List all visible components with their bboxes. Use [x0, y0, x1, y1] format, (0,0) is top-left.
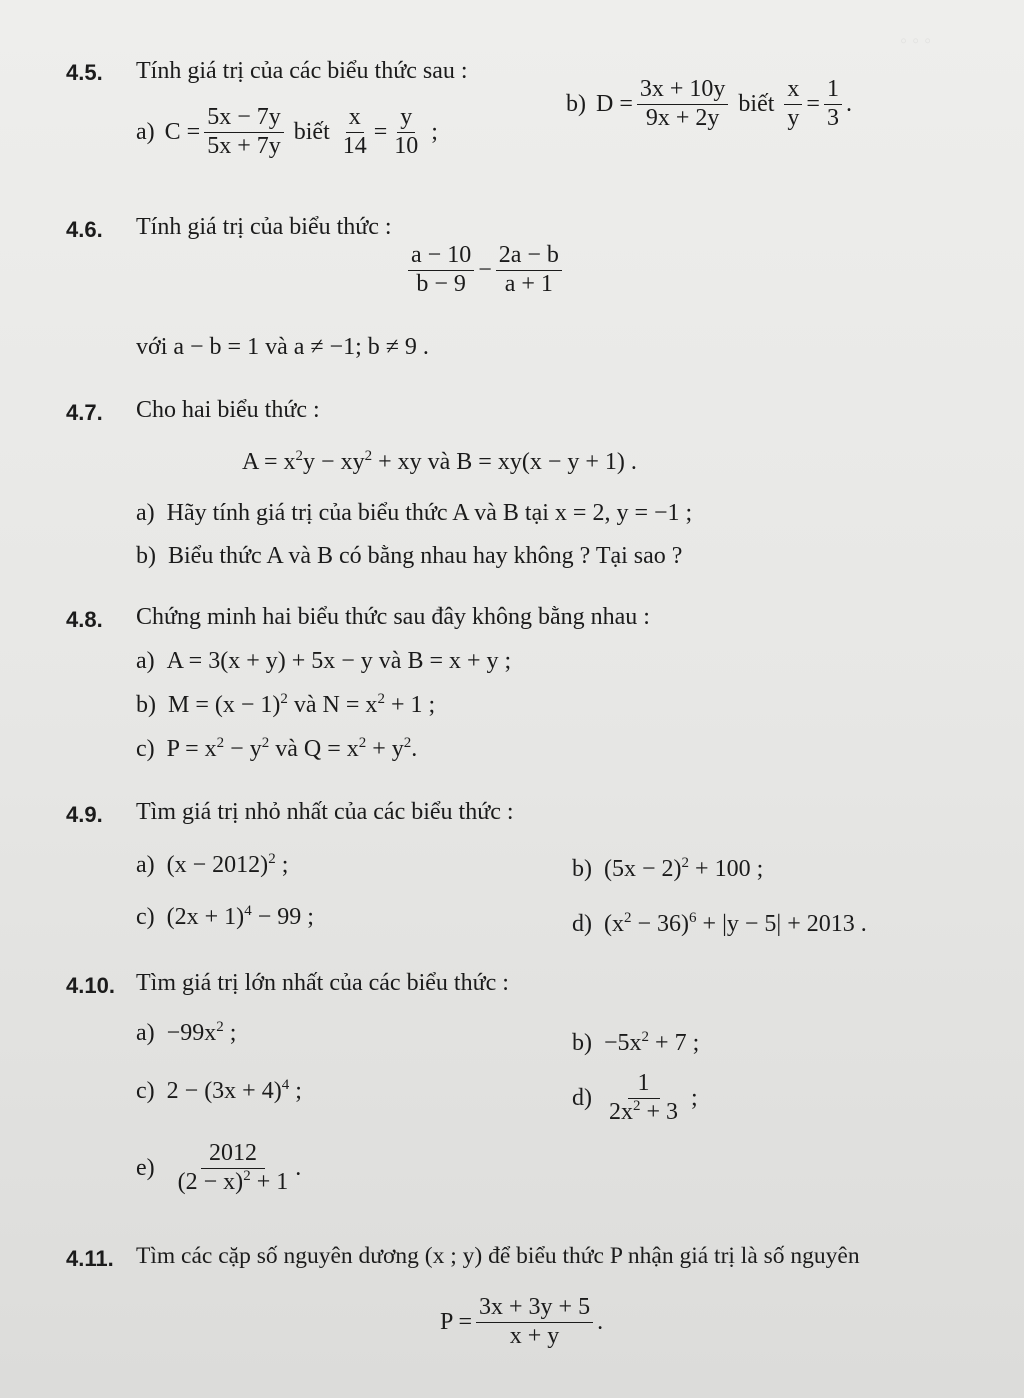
problem-4-10-title: Tìm giá trị lớn nhất của các biểu thức :: [136, 970, 509, 996]
fraction-numerator: 2a − b: [496, 242, 562, 271]
problem-number-4-11: 4.11.: [66, 1246, 114, 1271]
exponent: 2: [268, 851, 276, 867]
punctuation: .: [845, 90, 852, 117]
fraction-denominator: b − 9: [416, 270, 466, 297]
problem-4-7-expressions: [242, 449, 637, 476]
expr-part: (x: [604, 911, 624, 937]
part-label: b): [566, 90, 586, 117]
punctuation: ;: [691, 1084, 698, 1111]
exponent: 2: [624, 910, 632, 926]
part-text: Hãy tính giá trị của biểu thức A và B tại x = 2, y = −1 ;: [166, 500, 693, 526]
fraction-numerator: 5x − 7y: [204, 104, 284, 133]
condition-word: biết: [293, 118, 330, 145]
condition-fraction-1: [784, 76, 802, 132]
problem-4-9-part-b: [572, 856, 763, 883]
expr-part: ;: [223, 1020, 237, 1046]
problem-4-11-expression: [440, 1294, 603, 1350]
exponent: 2: [280, 691, 288, 707]
expr-part: + |y − 5| + 2013 .: [696, 911, 867, 937]
fraction-e: [175, 1140, 292, 1196]
problem-4-8-part-a: [136, 648, 511, 675]
expr-part: + xy và B = xy(x − y + 1) .: [372, 449, 637, 475]
expr-part: .: [411, 736, 418, 762]
problem-number-4-9: 4.9.: [66, 802, 103, 827]
part-label: c): [136, 736, 155, 762]
part-label: b): [572, 1030, 592, 1056]
exponent: 2: [641, 1029, 650, 1045]
fraction-numerator: x: [784, 76, 802, 105]
problem-4-7-part-b: [136, 543, 682, 570]
part-label: b): [136, 692, 156, 718]
part-label: b): [136, 543, 156, 569]
exponent: 2: [216, 1019, 224, 1035]
problem-4-8-title: Chứng minh hai biểu thức sau đây không bằng nhau :: [136, 604, 650, 630]
minus-sign: −: [478, 256, 492, 283]
fraction-denominator: 14: [342, 132, 367, 159]
exponent: 2: [403, 735, 412, 751]
exponent: 4: [281, 1077, 290, 1093]
problem-4-7-part-a: [136, 500, 692, 527]
problem-4-5-part-b: [566, 76, 852, 132]
exponent: 2: [243, 1167, 251, 1184]
problem-4-9-part-a: [136, 852, 288, 879]
problem-4-8-part-c: [136, 736, 417, 763]
part-label: e): [136, 1154, 155, 1181]
exponent: 2: [364, 448, 373, 464]
punctuation: .: [597, 1308, 604, 1335]
exponent: 2: [261, 735, 270, 751]
exponent: 2: [377, 691, 385, 707]
part-label: a): [136, 648, 155, 674]
problem-4-10-part-b: [572, 1030, 699, 1057]
part-label: a): [136, 500, 155, 526]
problem-4-10-part-a: [136, 1020, 236, 1047]
equals-sign: =: [373, 118, 388, 145]
fraction-numerator: 2012: [201, 1140, 265, 1169]
fraction-P: [476, 1294, 593, 1350]
part-text: Biểu thức A và B có bằng nhau hay không ? Tại sao ?: [168, 543, 683, 569]
problem-4-10-part-c: [136, 1078, 302, 1105]
fraction-D: [637, 76, 729, 132]
problem-number-4-6: 4.6.: [66, 217, 103, 242]
expr-part: M = (x − 1): [168, 692, 281, 718]
expr-part: và N = x: [287, 692, 378, 718]
expr-part: −99x: [166, 1020, 217, 1046]
expr-part: ;: [289, 1078, 302, 1104]
fraction-denominator: 9x + 2y: [645, 104, 720, 131]
fraction-numerator: y: [397, 104, 415, 133]
fraction-denominator: [175, 1169, 292, 1197]
problem-4-9-title: Tìm giá trị nhỏ nhất của các biểu thức :: [136, 799, 514, 825]
expr-part: (2x + 1): [166, 904, 245, 930]
fraction-numerator: 3x + 3y + 5: [476, 1294, 593, 1323]
exponent: 2: [295, 448, 304, 464]
expr-part: + 1: [250, 1168, 289, 1195]
exponent: 2: [633, 1097, 641, 1114]
fraction-2: [496, 242, 562, 298]
exponent: 4: [244, 903, 252, 919]
problem-4-5-part-a: [136, 104, 438, 160]
problem-4-11-title: Tìm các cặp số nguyên dương (x ; y) để biểu thức P nhận giá trị là số nguyên: [136, 1243, 860, 1269]
fraction-denominator: y: [787, 104, 800, 131]
part-label: d): [572, 911, 592, 937]
problem-4-10-part-d: [572, 1070, 698, 1126]
expr-part: + y: [366, 736, 404, 762]
expr-part: + 3: [640, 1098, 679, 1125]
expr-part: ;: [275, 852, 289, 878]
expr-part: − 36): [631, 911, 690, 937]
condition-word: biết: [738, 90, 775, 117]
expr-part: + 100 ;: [689, 856, 764, 882]
expr-part: − y: [224, 736, 262, 762]
fraction-denominator: 5x + 7y: [207, 132, 281, 159]
exponent: 2: [681, 855, 690, 871]
condition-fraction-1: [340, 104, 370, 160]
part-label: c): [136, 1078, 155, 1104]
problem-4-9-part-d: [572, 911, 867, 938]
expr-part: y − xy: [303, 449, 365, 475]
fraction-1: [408, 242, 474, 298]
fraction-numerator: a − 10: [408, 242, 474, 271]
part-label: a): [136, 118, 155, 145]
problem-4-6-condition: với a − b = 1 và a ≠ −1; b ≠ 9 .: [136, 334, 429, 360]
problem-4-6-title: Tính giá trị của biểu thức :: [136, 214, 392, 240]
expr-lhs: P =: [440, 1308, 472, 1335]
expr-part: P = x: [166, 736, 217, 762]
fraction-denominator: 10: [394, 132, 419, 159]
expr-lhs: C =: [164, 118, 201, 145]
part-label: a): [136, 852, 155, 878]
exponent: 6: [689, 910, 697, 926]
bleed-through-decoration: ◦ ◦ ◦: [900, 30, 932, 52]
problem-4-9-part-c: [136, 904, 314, 931]
expr-part: (5x − 2): [604, 856, 682, 882]
punctuation: .: [295, 1154, 302, 1181]
problem-number-4-5: 4.5.: [66, 60, 103, 85]
fraction-denominator: a + 1: [504, 270, 553, 297]
expr-lhs: D =: [596, 90, 633, 117]
fraction-numerator: 3x + 10y: [637, 76, 729, 105]
exponent: 2: [358, 735, 367, 751]
fraction-C: [204, 104, 284, 160]
expr-part: + 7 ;: [649, 1030, 700, 1056]
fraction-numerator: 1: [824, 76, 842, 105]
fraction-numerator: 1: [628, 1070, 660, 1099]
problem-4-10-part-e: [136, 1140, 301, 1196]
expr-part: − 99 ;: [251, 904, 314, 930]
fraction-numerator: x: [346, 104, 364, 133]
expr-part: (x − 2012): [166, 852, 269, 878]
problem-number-4-8: 4.8.: [66, 607, 103, 632]
exponent: 2: [216, 735, 225, 751]
problem-4-8-part-b: [136, 692, 435, 719]
equals-sign: =: [806, 90, 820, 117]
fraction-d: [606, 1070, 681, 1126]
condition-fraction-2: [824, 76, 842, 132]
problem-4-7-title: Cho hai biểu thức :: [136, 397, 320, 423]
expr-part: + 1 ;: [384, 692, 436, 718]
expr-part: 2 − (3x + 4): [166, 1078, 282, 1104]
part-label: a): [136, 1020, 155, 1046]
part-text: A = 3(x + y) + 5x − y và B = x + y ;: [166, 648, 512, 674]
condition-fraction-2: [391, 104, 421, 160]
problem-number-4-7: 4.7.: [66, 400, 103, 425]
expr-part: −5x: [604, 1030, 642, 1056]
problem-4-5-title: Tính giá trị của các biểu thức sau :: [136, 58, 468, 84]
expr-part: 2x: [609, 1098, 633, 1125]
expr-part: (2 − x): [177, 1168, 244, 1195]
problem-4-6-expression: [404, 242, 566, 298]
problem-number-4-10: 4.10.: [66, 973, 115, 998]
part-label: c): [136, 904, 155, 930]
expr-part: A = x: [242, 449, 296, 475]
expr-part: và Q = x: [269, 736, 359, 762]
part-label: b): [572, 856, 592, 882]
part-label: d): [572, 1084, 592, 1111]
fraction-denominator: x + y: [509, 1322, 560, 1349]
punctuation: ;: [431, 118, 438, 145]
fraction-denominator: [606, 1099, 681, 1127]
fraction-denominator: 3: [826, 104, 839, 131]
